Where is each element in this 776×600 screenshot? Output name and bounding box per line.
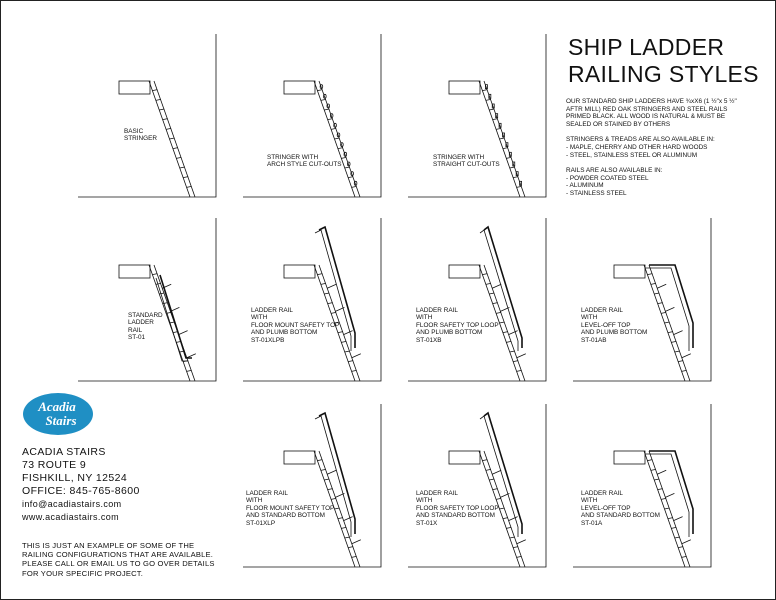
- note-line: PLEASE CALL OR EMAIL US TO GO OVER DETAILS: [22, 559, 215, 569]
- landing-block: [449, 81, 480, 94]
- acadia-logo: [22, 392, 94, 441]
- panel-label: LADDER RAIL WITH LEVEL-OFF TOP AND STANDARD BOTTOM ST-01A: [581, 490, 660, 527]
- rail-bracket: [665, 493, 674, 497]
- landing-block: [119, 81, 150, 94]
- wall-outline: [243, 34, 381, 197]
- landing-block: [449, 265, 480, 278]
- tread-line: [482, 460, 487, 461]
- rail-bracket: [492, 284, 501, 288]
- standard-spec-line: AFTR MILL) RED OAK STRINGERS AND STEEL RAILS: [566, 105, 728, 113]
- tread-line: [510, 351, 515, 352]
- ladder-drawing: [78, 34, 218, 199]
- tread-line: [654, 293, 659, 294]
- title-line-1: SHIP LADDER: [568, 34, 725, 60]
- panel-label: LADDER RAIL WITH FLOOR MOUNT SAFETY TOP AND STANDARD BOTTOM ST-01XLP: [246, 490, 335, 527]
- rail-options: [566, 167, 766, 197]
- tread-line: [180, 167, 185, 168]
- rail-bracket: [327, 470, 336, 474]
- rail-bracket: [674, 517, 683, 521]
- rail-option: - POWDER COATED STEEL: [566, 174, 649, 182]
- panel-label: LADDER RAIL WITH FLOOR SAFETY TOP LOOP AND STANDARD BOTTOM ST-01X: [416, 490, 499, 527]
- panel-label: LADDER RAIL WITH LEVEL-OFF TOP AND PLUMB BOTTOM ST-01AB: [581, 307, 648, 344]
- rail-bracket: [682, 540, 691, 544]
- wall-outline: [573, 218, 711, 381]
- tread-line: [338, 148, 343, 149]
- rail-bracket: [665, 307, 674, 311]
- tread-line: [352, 370, 357, 371]
- tread-line: [503, 332, 508, 333]
- tread-line: [651, 283, 656, 284]
- description: [566, 98, 766, 206]
- rail-bracket: [335, 493, 344, 497]
- tread-line: [510, 537, 515, 538]
- ladder-drawing: [243, 34, 383, 199]
- tread-line: [647, 460, 652, 461]
- company-phone: OFFICE: 845-765-8600: [22, 485, 140, 497]
- rail-bracket: [682, 354, 691, 358]
- tread-line: [682, 556, 687, 557]
- rail-bracket: [517, 354, 526, 358]
- tread-line: [348, 177, 353, 178]
- tread-line: [675, 351, 680, 352]
- ladder-drawing: [573, 218, 713, 383]
- stringer-option: - STEEL, STAINLESS STEEL OR ALUMINUM: [566, 151, 698, 159]
- stringer-options-heading: STRINGERS & TREADS ARE ALSO AVAILABLE IN:: [566, 136, 715, 144]
- rail-outline: [649, 265, 693, 348]
- ladder-drawing: [78, 218, 218, 383]
- tread-line: [335, 508, 340, 509]
- tread-line: [324, 109, 329, 110]
- tread-line: [176, 157, 181, 158]
- tread-line: [317, 460, 322, 461]
- stringer-options: [566, 136, 766, 159]
- tread-line: [482, 90, 487, 91]
- note-line: THIS IS JUST AN EXAMPLE OF SOME OF THE: [22, 541, 195, 550]
- tread-line: [647, 274, 652, 275]
- tread-line: [159, 293, 164, 294]
- rail-inner-line: [645, 268, 689, 351]
- tread-line: [152, 274, 157, 275]
- tread-line: [486, 469, 491, 470]
- tread-line: [506, 527, 511, 528]
- tread-line: [324, 293, 329, 294]
- landing-block: [284, 451, 315, 464]
- tread-line: [486, 99, 491, 100]
- wall-outline: [408, 404, 546, 567]
- tread-line: [486, 283, 491, 284]
- rail-option: - STAINLESS STEEL: [566, 189, 627, 197]
- panel-label: LADDER RAIL WITH FLOOR SAFETY TOP LOOP AND PLUMB BOTTOM ST-01XB: [416, 307, 499, 344]
- landing-block: [284, 81, 315, 94]
- rail-bracket: [352, 354, 361, 358]
- tread-line: [658, 303, 663, 304]
- tread-line: [156, 99, 161, 100]
- tread-line: [482, 274, 487, 275]
- tread-line: [668, 518, 673, 519]
- wall-outline: [78, 34, 216, 197]
- tread-line: [500, 322, 505, 323]
- tread-line: [513, 547, 518, 548]
- tread-line: [317, 274, 322, 275]
- tread-line: [345, 537, 350, 538]
- wall-outline: [78, 218, 216, 381]
- rail-option: - ALUMINUM: [566, 182, 604, 190]
- wall-outline: [408, 34, 546, 197]
- tread-line: [324, 479, 329, 480]
- tread-line: [678, 547, 683, 548]
- tread-line: [500, 508, 505, 509]
- tread-line: [341, 527, 346, 528]
- tread-line: [517, 186, 522, 187]
- tread-line: [675, 537, 680, 538]
- tread-line: [506, 341, 511, 342]
- standard-spec: [566, 98, 766, 128]
- page-title: [568, 34, 759, 88]
- landing-block: [614, 451, 645, 464]
- wall-outline: [573, 404, 711, 567]
- tread-line: [163, 119, 168, 120]
- rail-bracket: [657, 284, 666, 288]
- tread-line: [665, 322, 670, 323]
- tread-line: [513, 361, 518, 362]
- ladder-drawing: [243, 218, 383, 383]
- panel-label: LADDER RAIL WITH FLOOR MOUNT SAFETY TOP AND PLUMB BOTTOM ST-01XLPB: [251, 307, 340, 344]
- tread-line: [341, 341, 346, 342]
- company-email[interactable]: info@acadiastairs.com: [22, 499, 122, 509]
- rail-bracket: [327, 284, 336, 288]
- tread-line: [661, 498, 666, 499]
- tread-line: [321, 469, 326, 470]
- logo-text-2: Stairs: [45, 413, 77, 428]
- tread-line: [513, 177, 518, 178]
- tread-line: [489, 293, 494, 294]
- stringer-line: [649, 265, 690, 381]
- tread-line: [517, 556, 522, 557]
- ladder-drawing: [408, 404, 548, 569]
- panel-label: STRINGER WITH STRAIGHT CUT-OUTS: [433, 154, 500, 169]
- tread-line: [517, 370, 522, 371]
- landing-block: [614, 265, 645, 278]
- tread-line: [328, 303, 333, 304]
- tread-line: [665, 508, 670, 509]
- tread-line: [671, 341, 676, 342]
- tread-line: [183, 177, 188, 178]
- tread-line: [338, 518, 343, 519]
- tread-line: [500, 138, 505, 139]
- company-city: FISHKILL, NY 12524: [22, 472, 128, 484]
- tread-line: [493, 119, 498, 120]
- rail-bracket: [170, 307, 179, 311]
- tread-line: [678, 361, 683, 362]
- wall-outline: [408, 218, 546, 381]
- tread-line: [348, 547, 353, 548]
- ladder-drawing: [243, 404, 383, 569]
- tread-line: [510, 167, 515, 168]
- tread-line: [341, 157, 346, 158]
- tread-line: [152, 90, 157, 91]
- company-website[interactable]: www.acadiastairs.com: [22, 512, 120, 522]
- tread-line: [668, 332, 673, 333]
- tread-line: [671, 527, 676, 528]
- logo-text-1: Acadia: [38, 399, 76, 414]
- ladder-drawing: [408, 218, 548, 383]
- company-address: [22, 446, 140, 524]
- company-name: ACADIA STAIRS: [22, 446, 106, 458]
- panel-label: STRINGER WITH ARCH STYLE CUT-OUTS: [267, 154, 342, 169]
- company-street: 73 ROUTE 9: [22, 459, 87, 471]
- landing-block: [284, 265, 315, 278]
- disclaimer-note: [22, 541, 215, 578]
- tread-line: [503, 148, 508, 149]
- note-line: FOR YOUR SPECIFIC PROJECT.: [22, 568, 144, 578]
- rail-bracket: [674, 331, 683, 335]
- ladder-drawing: [408, 34, 548, 199]
- logo-mark: [22, 392, 94, 436]
- wall-outline: [243, 218, 381, 381]
- landing-block: [449, 451, 480, 464]
- tread-line: [187, 370, 192, 371]
- tread-line: [682, 370, 687, 371]
- landing-block: [119, 265, 150, 278]
- tread-line: [159, 109, 164, 110]
- rail-bracket: [187, 354, 196, 358]
- rail-bracket: [492, 470, 501, 474]
- tread-line: [651, 469, 656, 470]
- rail-bracket: [179, 331, 188, 335]
- tread-line: [345, 167, 350, 168]
- tread-line: [496, 128, 501, 129]
- tread-line: [348, 361, 353, 362]
- tread-line: [489, 479, 494, 480]
- tread-line: [328, 119, 333, 120]
- tread-line: [506, 157, 511, 158]
- tread-line: [345, 351, 350, 352]
- tread-line: [489, 109, 494, 110]
- tread-line: [493, 303, 498, 304]
- standard-spec-line: PRIMED BLACK. ALL WOOD IS NATURAL & MUST BE: [566, 113, 726, 121]
- tread-line: [317, 90, 322, 91]
- tread-line: [352, 556, 357, 557]
- standard-spec-line: OUR STANDARD SHIP LADDERS HAVE ¾xX6 (1 ½"x 5 ½": [566, 98, 737, 105]
- rail-bracket: [344, 331, 353, 335]
- tread-line: [503, 518, 508, 519]
- tread-line: [170, 138, 175, 139]
- stringer-option: - MAPLE, CHERRY AND OTHER HARD WOODS: [566, 143, 708, 151]
- panel-label: STANDARD LADDER RAIL ST-01: [128, 312, 163, 342]
- tread-line: [654, 479, 659, 480]
- rail-bracket: [517, 540, 526, 544]
- stringer-line: [154, 81, 195, 197]
- rail-options-heading: RAILS ARE ALSO AVAILABLE IN:: [566, 167, 663, 175]
- tread-line: [173, 148, 178, 149]
- tread-line: [321, 283, 326, 284]
- tread-line: [335, 138, 340, 139]
- rail-bracket: [657, 470, 666, 474]
- rail-bracket: [344, 517, 353, 521]
- tread-line: [661, 312, 666, 313]
- standard-spec-line: SEALED OR STAINED BY OTHERS: [566, 120, 671, 128]
- tread-line: [321, 99, 326, 100]
- rail-bracket: [352, 540, 361, 544]
- tread-line: [331, 128, 336, 129]
- panel-label: BASIC STRINGER: [124, 128, 158, 143]
- title-line-2: RAILING STYLES: [568, 61, 759, 87]
- tread-line: [352, 186, 357, 187]
- tread-line: [187, 186, 192, 187]
- ladder-drawing: [573, 404, 713, 569]
- tread-line: [166, 128, 171, 129]
- note-line: RAILING CONFIGURATIONS THAT ARE AVAILABLE.: [22, 550, 214, 560]
- wall-outline: [243, 404, 381, 567]
